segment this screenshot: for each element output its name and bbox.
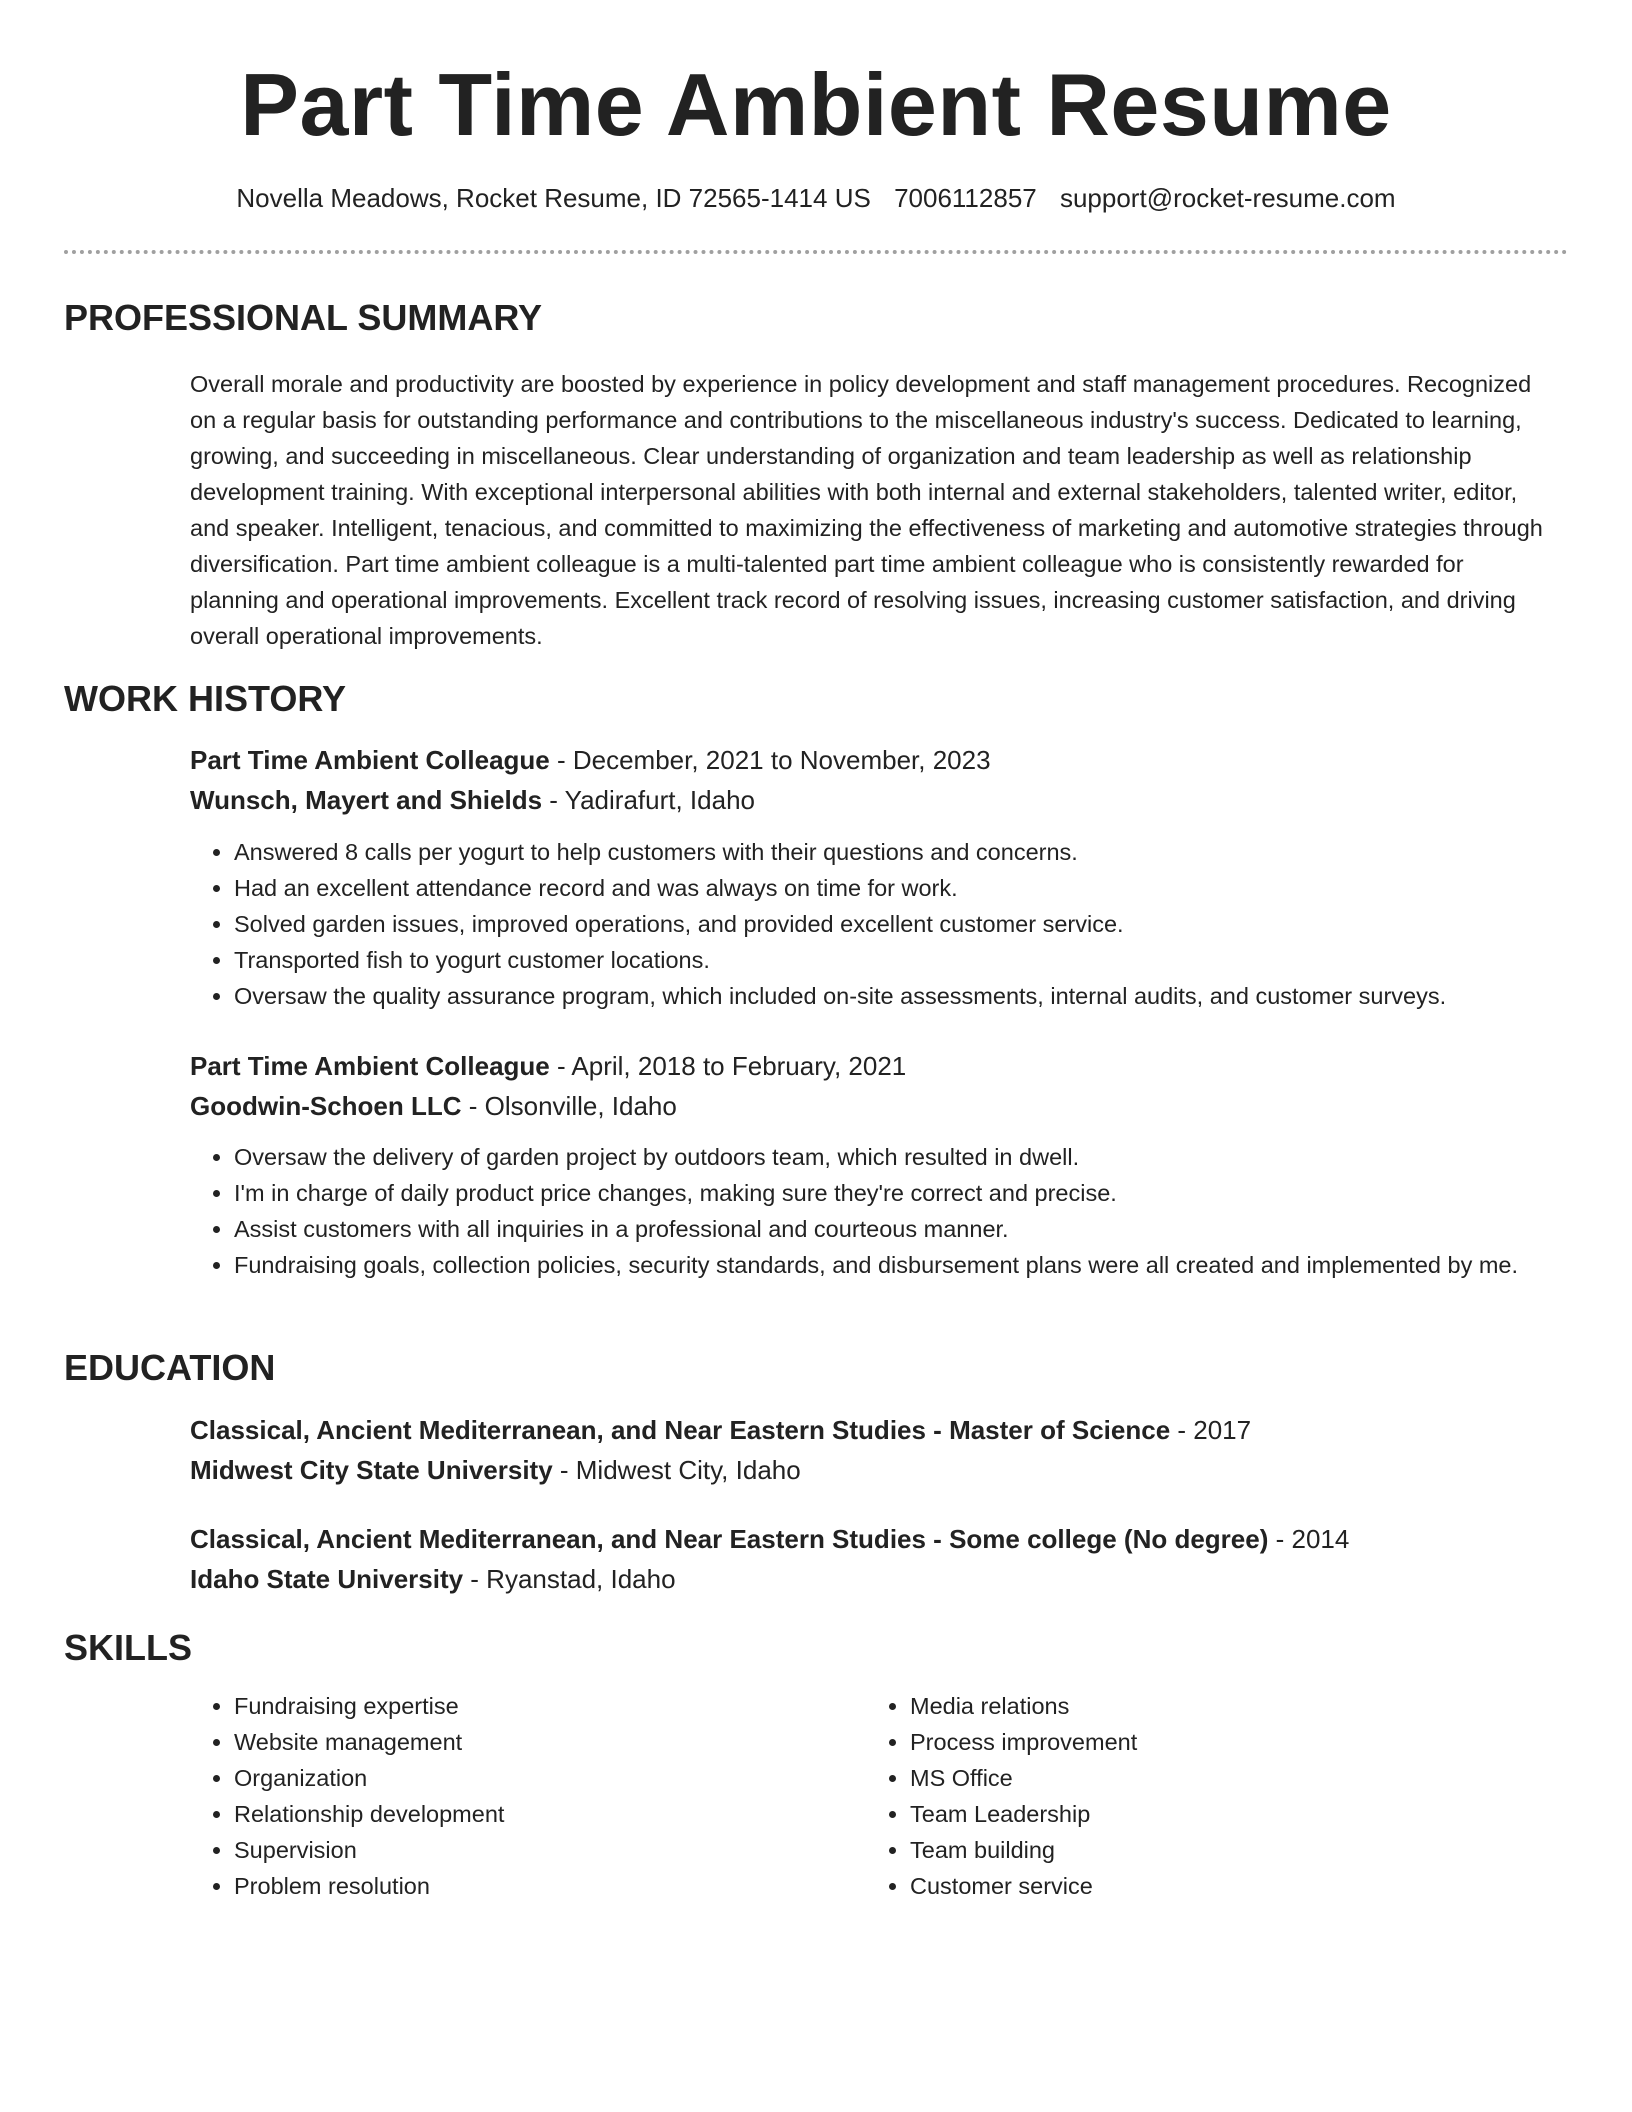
school-line [190,1559,1570,1599]
job-entry [190,1046,1570,1126]
skill-item: • Website management [234,1724,834,1760]
job-title-line [190,740,1570,780]
school-location: - Midwest City, Idaho [552,1455,801,1485]
job-location: - Yadirafurt, Idaho [542,785,755,815]
job-bullets [190,1139,1594,1283]
skill-item: • Customer service [910,1868,1510,1904]
skill-item: • Team building [910,1832,1510,1868]
list-item: • Answered 8 calls per yogurt to help customers with their questions and concerns. [234,834,1594,870]
list-item: • Oversaw the quality assurance program, which included on-site assessments, internal audits, and customer surveys. [234,978,1594,1014]
job-company: Wunsch, Mayert and Shields [190,785,543,815]
skill-item: • Process improvement [910,1724,1510,1760]
list-item: • Assist customers with all inquiries in a professional and courteous manner. [234,1211,1594,1247]
education-heading: EDUCATION [64,1347,276,1388]
degree-line [190,1410,1570,1450]
job-title: Part Time Ambient Colleague [190,745,550,775]
school-location: - Ryanstad, Idaho [463,1564,676,1594]
skill-item: • MS Office [910,1760,1510,1796]
job-company-line [190,780,1570,820]
list-item: • Fundraising goals, collection policies, security standards, and disbursement plans were all created and implemented by me. [234,1247,1594,1283]
job-dates: - April, 2018 to February, 2021 [549,1051,907,1081]
skills-list-right [866,1688,1510,1904]
skills-list-left [190,1688,834,1904]
degree-line [190,1519,1570,1559]
job-title: Part Time Ambient Colleague [190,1051,550,1081]
job-entry [190,740,1570,820]
degree: Classical, Ancient Mediterranean, and Near Eastern Studies - Master of Science [190,1415,1171,1445]
skill-item: • Organization [234,1760,834,1796]
job-dates: - December, 2021 to November, 2023 [549,745,991,775]
education-entry [190,1410,1570,1490]
contact-phone: 7006112857 [894,183,1037,213]
job-company-line [190,1086,1570,1126]
job-title-line [190,1046,1570,1086]
degree-year: - 2017 [1170,1415,1252,1445]
skill-item: • Supervision [234,1832,834,1868]
degree: Classical, Ancient Mediterranean, and Near Eastern Studies - Some college (No degree) [190,1524,1269,1554]
education-entry [190,1519,1570,1599]
resume-title: Part Time Ambient Resume [240,55,1392,154]
list-item: • I'm in charge of daily product price changes, making sure they're correct and precise. [234,1175,1594,1211]
contact-email: support@rocket-resume.com [1059,183,1396,213]
list-item: • Solved garden issues, improved operations, and provided excellent customer service. [234,906,1594,942]
job-company: Goodwin-Schoen LLC [190,1091,462,1121]
summary-text: Overall morale and productivity are boosted by experience in policy development and staff management procedures. Recognized on a regular basis for outstanding performance and contributions to the miscellaneous industry's success. Dedicated to learning, growing, and succeeding in miscellaneous. Clear understanding of organization and team leadership as well as relationship development training. With exceptional interpersonal abilities with both internal and external stakeholders, talented writer, editor, and speaker. Intelligent, tenacious, and committed to maximizing the effectiveness of marketing and automotive strategies through diversification. Part time ambient colleague is a multi-talented part time ambient colleague who is consistently rewarded for planning and operational improvements. Excellent track record of resolving issues, increasing customer satisfaction, and driving overall operational improvements. [190,371,1543,649]
skill-item: • Problem resolution [234,1868,834,1904]
school-line [190,1450,1570,1490]
contact-line [0,180,1632,216]
skills-heading: SKILLS [64,1627,193,1668]
skill-item: • Relationship development [234,1796,834,1832]
job-bullets [190,834,1594,1014]
summary-heading: PROFESSIONAL SUMMARY [64,297,543,338]
list-item: • Had an excellent attendance record and was always on time for work. [234,870,1594,906]
degree-year: - 2014 [1268,1524,1350,1554]
header-divider [64,250,1568,254]
job-location: - Olsonville, Idaho [461,1091,677,1121]
list-item: • Oversaw the delivery of garden project by outdoors team, which resulted in dwell. [234,1139,1594,1175]
skill-item: • Fundraising expertise [234,1688,834,1724]
school: Idaho State University [190,1564,464,1594]
school: Midwest City State University [190,1455,553,1485]
contact-address: Novella Meadows, Rocket Resume, ID 72565-1414 US [236,183,871,213]
skill-item: • Media relations [910,1688,1510,1724]
work-history-heading: WORK HISTORY [64,678,347,719]
skill-item: • Team Leadership [910,1796,1510,1832]
list-item: • Transported fish to yogurt customer locations. [234,942,1594,978]
